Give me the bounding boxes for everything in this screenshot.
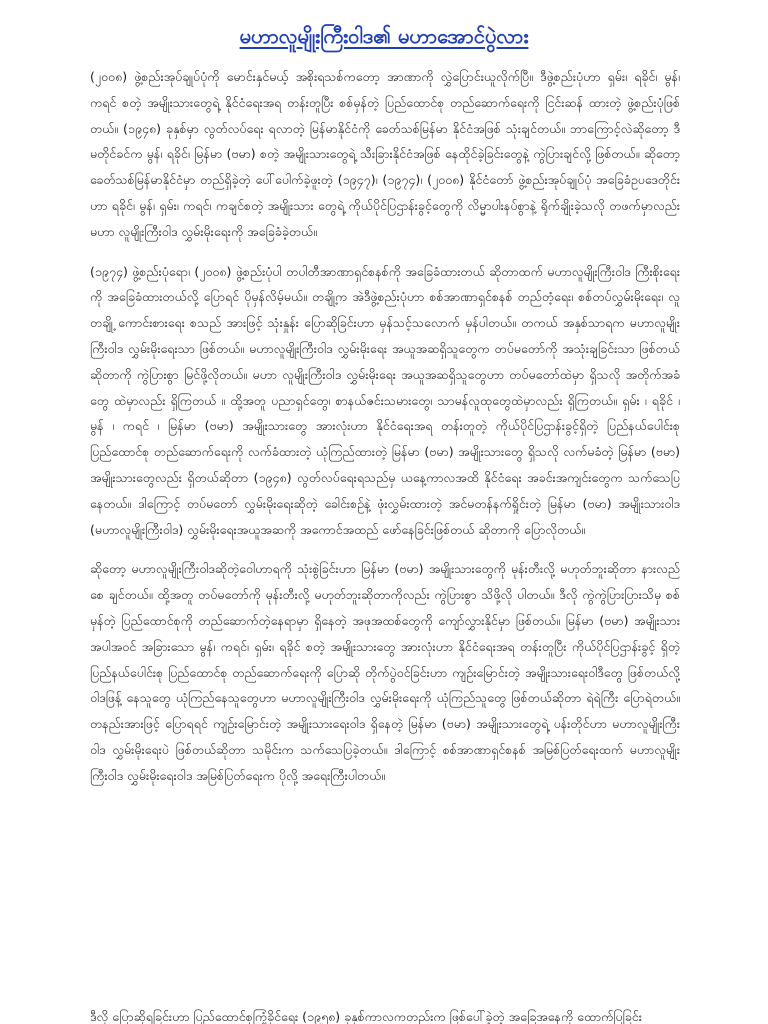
paragraph-1: (၂၀၀၈) ဖွဲ့စည်းအုပ်ချုပ်ပုံကို မောင်းနှင်မယ့် အစိုးရသစ်ကတော့ အာဏာကို လွှဲပြောင်းယူလိုက်ပြီ။ ဒီဖွဲ့စည်းပုံဟာ ရှမ်း၊ ရခိုင်၊ မွန်၊ ကရင် စတဲ့ အမျိုးသားတွေရဲ့ နိုင်ငံရေးအရ တန်းတူပြီး စစ်မှန်တဲ့ ပြည်ထောင်စု တည်ဆောက်ရေးကို ငြင်းဆန် ထားတဲ့ ဖွဲ့စည်းပုံဖြစ်တယ်။ (၁၉၄၈) ခုနှစ်မှာ လွတ်လပ်ရေး ရလာတဲ့ မြန်မာနိုင်ငံကို ခေတ်သစ်မြန်မာ နိုင်ငံအဖြစ် သုံးချင်တယ်။ ဘာကြောင့်လဲဆိုတော့ ဒီ မတိုင်ခင်က မွန်၊ ရခိုင်၊ မြန်မာ (ဗမာ) စတဲ့ အမျိုးသားတွေရဲ့ သီးခြားနိုင်ငံအဖြစ် နေထိုင်ခဲ့ခြင်းတွေနဲ့ ကွဲပြားချင်လို့ ဖြစ်တယ်။ ဆိုတော့ ခေတ်သစ်မြန်မာနိုင်ငံမှာ တည်ရှိခဲ့တဲ့ ပေါ်ပေါက်ခဲ့ဖူးတဲ့ (၁၉၄၇)၊ (၁၉၇၄)၊ (၂၀၀၈) နိုင်ငံတော် ဖွဲ့စည်းအုပ်ချုပ်ပုံ အခြေခံဥပဒေတိုင်းဟာ ရခိုင်၊ မွန်၊ ရှမ်း၊ ကရင်၊ ကချင်စတဲ့ အမျိုးသား တွေရဲ့ ကိုယ်ပိုင်ပြဌာန်းခွင့်တွေကို လိမ္မာပါးနပ်စွာနဲ့ ရိုက်ချိုးခဲ့သလို တဖက်မှာလည်း မဟာ လူမျိုးကြီးဝါဒ လွှမ်းမိုးရေးကို အခြေခံခဲ့တယ်။ [90,69,680,239]
article-title: မဟာလူမျိုးကြီးဝါဒ၏ မဟာအောင်ပွဲလား [239,24,529,48]
next-paragraph-fragment: ဒီလို ပြောဆိုရခြင်းဟာ ပြည်ထောင်စုကြံ့ခိုင်ရေး (၁၉၅၈) ခုနှစ်ကာလကတည်းက ဖြစ်ပေါ်ခဲ့တဲ့ အခြေအနေကို ထောက်ပြခြင်း [90,1009,642,1024]
paragraph-2: (၁၉၇၄) ဖွဲ့စည်းပုံရော၊ (၂၀၀၈) ဖွဲ့စည်းပုံပါ တပါတီအာဏာရှင်စနစ်ကို အခြေခံထားတယ် ဆိုတာထက် မဟာလူမျိုးကြီးဝါဒ ကြီးစိုးရေးကို အခြေခံထားတယ်လို့ ပြောရင် ပိုမှန်လိမ့်မယ်။ တချို့က အဲဒီဖွဲ့စည်းပုံဟာ စစ်အာဏာရှင်စနစ် တည်တံ့ရေး၊ စစ်တပ်လွှမ်းမိုးရေး၊ လူတချို့ ကောင်းစားရေး စသည် အားဖြင့် သုံးနှုန်း ပြောဆိုခြင်းဟာ မှန်သင့်သလောက် မှန်ပါတယ်။ တကယ် အနှစ်သာရက မဟာလူမျိုးကြီးဝါဒ လွှမ်းမိုးရေးသာ ဖြစ်တယ်။ မဟာလူမျိုးကြီးဝါဒ လွှမ်းမိုးရေး အယူအဆရှိသူတွေက တပ်မတော်ကို အသုံးချခြင်းသာ ဖြစ်တယ်ဆိုတာကို ကွဲပြားစွာ မြင်ဖို့လိုတယ်။ မဟာ လူမျိုးကြီးဝါဒ လွှမ်းမိုးရေး အယူအဆရှိသူတွေဟာ တပ်မတော်ထဲမှာ ရှိသလို အတိုက်အခံတွေ ထဲမှာလည်း ရှိကြတယ် ။ ထို့အတူ ပညာရှင်တွေ၊ စာနယ်ဇင်းသမားတွေ၊ သာမန်လူထုတွေထဲမှာလည်း ရှိကြတယ်။ ရှမ်း ၊ ရခိုင် ၊ မွန် ၊ ကရင် ၊ မြန်မာ (ဗမာ) အမျိုးသားတွေ အားလုံးဟာ နိုင်ငံရေးအရ တန်းတူတဲ့ ကိုယ်ပိုင်ပြဌာန်းခွင့်ရှိတဲ့ ပြည်နယ်ပေါင်းစု ပြည်ထောင်စု တည်ဆောက်ရေးကို လက်ခံထားတဲ့ ယုံကြည်ထားတဲ့ မြန်မာ (ဗမာ) အမျိုးသားတွေ ရှိသလို လက်မခံတဲ့ မြန်မာ (ဗမာ) အမျိုးသားတွေလည်း ရှိတယ်ဆိုတာ (၁၉၄၈) လွတ်လပ်ရေးရသည်မှ ယနေ့ကာလအထိ နိုင်ငံရေး အခင်းအကျင်းတွေက သက်သေပြနေတယ်။ ဒါကြောင့် တပ်မတော် လွှမ်းမိုးရေးဆိုတဲ့ ခေါင်းစဉ်နဲ့ ဖုံးလွှမ်းထားတဲ့ အင်မတန်နက်ရှိုင်းတဲ့ မြန်မာ (ဗမာ) အမျိုးသားဝါဒ (မဟာလူမျိုးကြီးဝါဒ) လွှမ်းမိုးရေးအယူအဆကို အကောင်အထည် ဖော်နေခြင်းဖြစ်တယ် ဆိုတာကို ပြောလိုတယ်။ [90,263,680,537]
paragraph-3: ဆိုတော့ မဟာလူမျိုးကြီးဝါဒဆိုတဲ့ဝေါဟာရကို သုံးစွဲခြင်းဟာ မြန်မာ (ဗမာ) အမျိုးသားတွေကို မုန်းတီးလို့ မဟုတ်ဘူးဆိုတာ နားလည်စေ ချင်တယ်။ ထို့အတူ တပ်မတော်ကို မုန်းတီးလို့ မဟုတ်ဘူးဆိုတာကိုလည်း ကွဲပြားစွာ သိဖို့လို ပါတယ်။ ဒီလို ကွဲကွဲပြားပြားသိမှ စစ်မှန်တဲ့ ပြည်ထောင်စုကို တည်ဆောက်တဲ့နေရာမှာ ရှိနေတဲ့ အဖုအထစ်တွေကို ကျော်လွှားနိုင်မှာ ဖြစ်တယ်။ မြန်မာ (ဗမာ) အမျိုးသား အပါအဝင် အခြားသော မွန်၊ ကရင်၊ ရှမ်း၊ ရခိုင် စတဲ့ အမျိုးသားတွေ အားလုံးဟာ နိုင်ငံရေးအရ တန်းတူပြီး ကိုယ်ပိုင်ပြဌာန်းခွင့် ရှိတဲ့ပြည်နယ်ပေါင်းစု ပြည်ထောင်စု တည်ဆောက်ရေးကို ပြောဆို တိုက်ပွဲဝင်ခြင်းဟာ ကျဉ်းမြောင်းတဲ့ အမျိုးသားရေးဝါဒီတွေ ဖြစ်တယ်လို့ ဝါဒဖြန့် နေသူတွေ ယုံကြည်နေသူတွေဟာ မဟာလူမျိုးကြီးဝါဒ လွှမ်းမိုးရေးကို ယုံကြည်သူတွေ ဖြစ်တယ်ဆိုတာ ရဲရဲကြီး ပြောရဲတယ်။ တနည်းအားဖြင့် ပြောရရင် ကျဉ်းမြောင်းတဲ့ အမျိုးသားရေးဝါဒ ရှိနေတဲ့ မြန်မာ (ဗမာ) အမျိုးသားတွေရဲ့ ပန်းတိုင်ဟာ မဟာလူမျိုးကြီးဝါဒ လွှမ်းမိုးရေးပဲ ဖြစ်တယ်ဆိုတာ သမိုင်းက သက်သေပြခဲ့တယ်။ ဒါကြောင့် စစ်အာဏာရှင်စနစ် အမြစ်ပြတ်ရေးထက် မဟာလူမျိုး ကြီးဝါဒ လွှမ်းမိုးရေးဝါဒ အမြစ်ပြတ်ရေးက ပိုလို့ အရေးကြီးပါတယ်။ [90,561,680,783]
article-body [90,64,680,803]
